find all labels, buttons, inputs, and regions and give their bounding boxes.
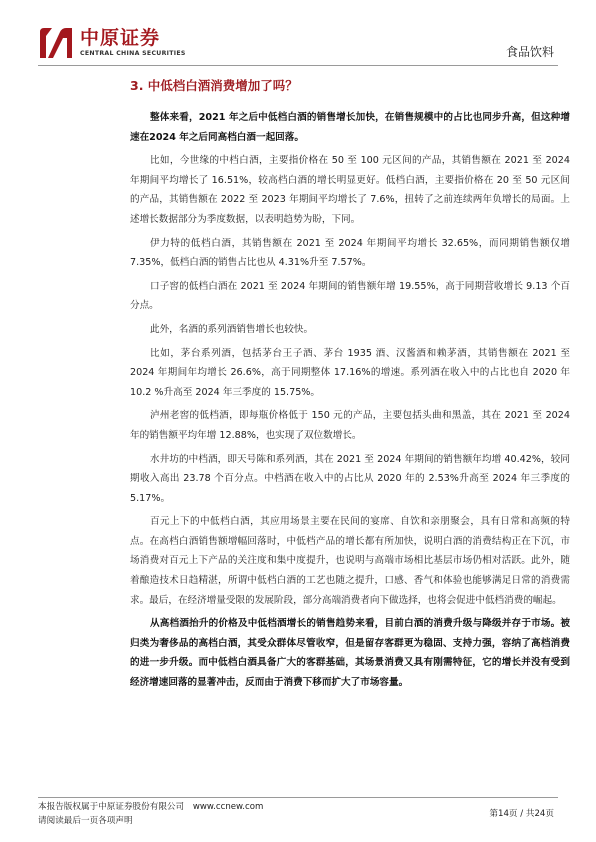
- brand-logo: [38, 26, 188, 60]
- body-content: [130, 108, 570, 697]
- header-divider: [38, 65, 558, 66]
- section-title: 3. 中低档白酒消费增加了吗？: [130, 78, 298, 93]
- summary-paragraph: 从高档酒抬升的价格及中低档酒增长的销售趋势来看，目前白酒的消费升级与降级并存于市场。被归类为奢侈品的高档白酒，其受众群体尽管收窄，但是留存客群更为稳固、支持力强，容纳了高档消费的进一步升级。而中低档白酒具备广大的客群基础，其场景消费又具有刚需特征，它的增长并没有受到经济增速回落的显著冲击，反而由于消费下移而扩大了市场容量。: [130, 618, 570, 689]
- footer-divider: [38, 797, 558, 798]
- footer-left: [38, 800, 263, 828]
- summary-paragraph: 整体来看，2021 年之后中低档白酒的销售增长加快，在销售规模中的占比也同步升高，但这种增速在2024 年之后同高档白酒一起回落。: [130, 112, 570, 143]
- body-paragraph: 口子窖的低档白酒在 2021 至 2024 年期间的销售额年增 19.55%，高于同期营收增长 9.13 个百分点。: [130, 280, 570, 312]
- brand-name-cn: 中原证券: [80, 27, 161, 49]
- footer-website-link[interactable]: www.ccnew.com: [192, 802, 264, 812]
- body-paragraph: 伊力特的低档白酒，其销售额在 2021 至 2024 年期间平均增长 32.65%，而同期销售额仅增 7.35%，低档白酒的销售占比也从 4.31%升至 7.57%。: [130, 237, 570, 269]
- brand-logo-icon: [38, 26, 74, 60]
- footer-disclaimer[interactable]: 请阅读最后一页各项声明: [38, 816, 133, 826]
- page-number: 第14页 / 共24页: [489, 809, 554, 819]
- brand-name-en: CENTRAL CHINA SECURITIES: [80, 50, 186, 57]
- body-paragraph: 此外，名酒的系列酒销售增长也较快。: [150, 323, 314, 335]
- body-paragraph: 泸州老窖的低档酒，即每瓶价格低于 150 元的产品，主要包括头曲和黑盖，其在 2021 至 2024 年的销售额平均年增 12.88%，也实现了双位数增长。: [130, 410, 570, 441]
- body-paragraph: 水井坊的中档酒，即天号陈和系列酒，其在 2021 至 2024 年期间的销售额年均增 40.42%，较同期收入高出 23.78 个百分点。中档酒在收入中的占比从 2020 年的 2.53%升高至 2024 年三季度的 5.17%。: [130, 453, 570, 504]
- body-paragraph: 比如，茅台系列酒，包括茅台王子酒、茅台 1935 酒、汉酱酒和赖茅酒，其销售额在 2021 至 2024 年期间年均增长 26.6%，高于同期整体 17.16%的增速。系列酒在收入中的占比也自 2020 年 10.2 %升高至 2024 年三季度的 15.75%。: [130, 347, 570, 398]
- footer-copyright-line: [38, 800, 263, 814]
- body-paragraph: 比如，今世缘的中档白酒，主要指价格在 50 至 100 元区间的产品，其销售额在 2021 至 2024 年期间平均增长了 16.51%，较高档白酒的增长明显更好。低档白酒，主要指价格在 20 至 50 元区间的产品，其销售额在 2022 至 2023 年期间平均增长了 7.6%，扭转了之前连续两年负增长的局面。上述增长数据部分为季度数据，以表明趋势为盼，下同。: [130, 155, 570, 225]
- report-category: 食品饮料: [505, 45, 554, 59]
- page-header: [0, 0, 596, 70]
- body-paragraph: 百元上下的中低档白酒，其应用场景主要在民间的宴席、自饮和亲朋聚会，具有日常和高频的特点。在高档白酒销售额增幅回落时，中低档产品的增长都有所加快，说明白酒的消费结构正在下沉，市场消费对百元上下产品的关注度和集中度提升，也说明与高端市场相比基层市场仍相对活跃。此外，随着酿造技术日趋精湛，所谓中低档白酒的工艺也随之提升，口感、香气和体验也能够满足日常的消费需求。最后，在经济增量受限的发展阶段，部分高端消费者向下做选择，也将会促进中低档消费的崛起。: [130, 516, 570, 606]
- footer-copyright: 本报告版权属于中原证券股份有限公司: [38, 802, 185, 812]
